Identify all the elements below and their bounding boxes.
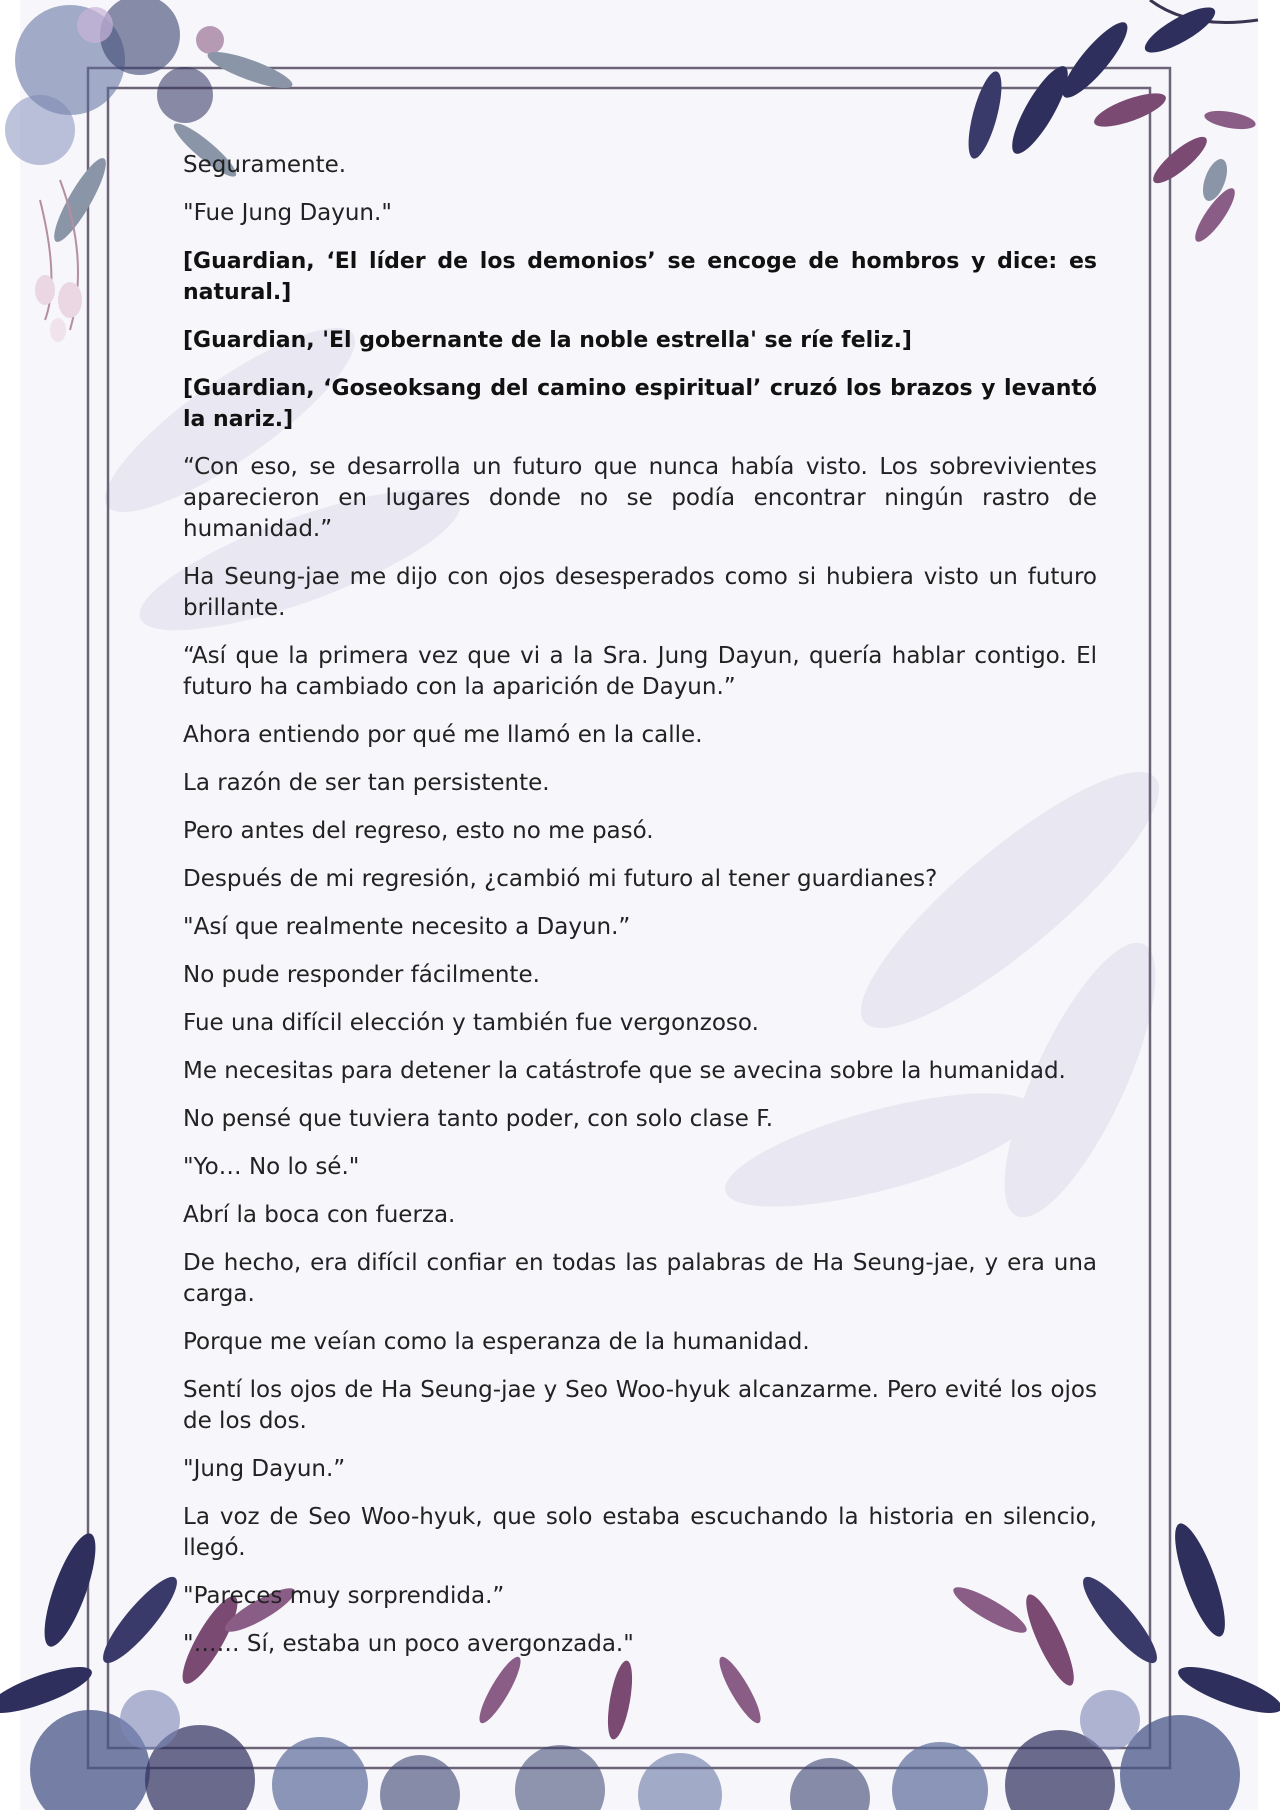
story-paragraph: “Con eso, se desarrolla un futuro que nunca había visto. Los sobrevivientes aparecieron en lugares donde no se podía encontrar ningún rastro de humanidad.” [183,454,1097,542]
story-paragraph: Seguramente. [183,152,347,178]
story-paragraph: No pensé que tuviera tanto poder, con solo clase F. [183,1106,774,1132]
system-message-paragraph: [Guardian, 'El gobernante de la noble estrella' se ríe feliz.] [183,328,912,353]
story-paragraph: Abrí la boca con fuerza. [183,1202,456,1228]
story-paragraph: Fue una difícil elección y también fue vergonzoso. [183,1010,759,1036]
story-paragraph: "Así que realmente necesito a Dayun.” [183,914,631,940]
story-paragraph: "Pareces muy sorprendida.” [183,1583,505,1609]
story-paragraph: "Jung Dayun.” [183,1456,346,1482]
story-paragraph: Después de mi regresión, ¿cambió mi futuro al tener guardianes? [183,866,938,892]
story-paragraph: Ahora entiendo por qué me llamó en la calle. [183,722,703,748]
story-paragraph: "Yo… No lo sé." [183,1154,360,1180]
story-paragraph: La razón de ser tan persistente. [183,770,550,796]
story-paragraph: Pero antes del regreso, esto no me pasó. [183,818,654,844]
story-paragraph: Porque me veían como la esperanza de la humanidad. [183,1329,810,1355]
story-paragraph: "…… Sí, estaba un poco avergonzada." [183,1631,634,1657]
system-message-paragraph: [Guardian, ‘Goseoksang del camino espiritual’ cruzó los brazos y levantó la nariz.] [183,376,1097,432]
story-paragraph: Ha Seung-jae me dijo con ojos desesperados como si hubiera visto un futuro brillante. [183,564,1097,621]
story-paragraph: “Así que la primera vez que vi a la Sra. Jung Dayun, quería hablar contigo. El futuro ha cambiado con la aparición de Dayun.” [183,643,1097,700]
text-column [183,150,1097,1677]
story-paragraph: De hecho, era difícil confiar en todas las palabras de Ha Seung-jae, y era una carga. [183,1250,1097,1307]
story-paragraph: Me necesitas para detener la catástrofe que se avecina sobre la humanidad. [183,1058,1066,1084]
story-paragraph: Sentí los ojos de Ha Seung-jae y Seo Woo-hyuk alcanzarme. Pero evité los ojos de los dos. [183,1377,1097,1434]
system-message-paragraph: [Guardian, ‘El líder de los demonios’ se encoge de hombros y dice: es natural.] [183,249,1097,305]
story-paragraph: "Fue Jung Dayun." [183,200,392,226]
story-paragraph: La voz de Seo Woo-hyuk, que solo estaba escuchando la historia en silencio, llegó. [183,1504,1097,1561]
story-paragraph: No pude responder fácilmente. [183,962,540,988]
